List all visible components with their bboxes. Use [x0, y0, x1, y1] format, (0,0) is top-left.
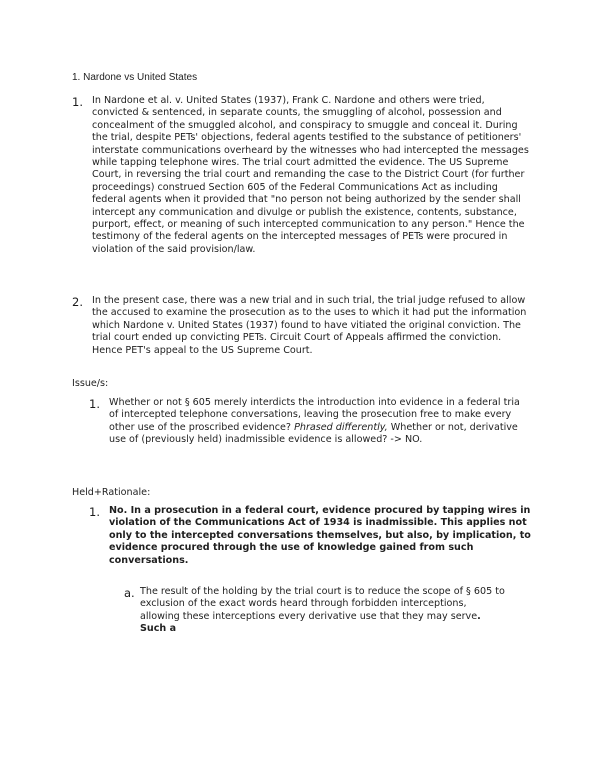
subitem-paragraph: [140, 586, 508, 636]
held-item-1: [89, 505, 532, 567]
list-number: 1.: [89, 505, 100, 519]
subitem-text: The result of the holding by the trial court is to reduce the scope of § 605 to exclusion of the exact words heard through forbidden interceptions, allowing these interceptions every derivative use that they may serve: [140, 586, 505, 622]
facts-item-1: [72, 95, 532, 256]
list-number: 1.: [72, 95, 83, 109]
facts-paragraph: In the present case, there was a new trial and in such trial, the trial judge refused to allow the accused to examine the prosecution as to the uses to which it had put the information which Nardone v. United States (1937) found to have vitiated the original conviction. The trial court ended up convicting PETs. Circuit Court of Appeals affirmed the conviction. Hence PET's appeal to the US Supreme Court.: [92, 295, 527, 356]
list-number: 2.: [72, 295, 83, 309]
case-title: 1. Nardone vs United States: [72, 72, 198, 83]
held-paragraph: No. In a prosecution in a federal court, evidence procured by tapping wires in violation of the Communications Act of 1934 is inadmissible. This applies not only to the intercepted conversations themselves, but also, by implication, to evidence procured through the use of knowledge gained from such conversations.: [109, 505, 531, 566]
subitem-text-bold: . Such a: [140, 610, 481, 635]
facts-paragraph: In Nardone et al. v. United States (1937), Frank C. Nardone and others were tried, convicted & sentenced, in separate counts, the smuggling of alcohol, possession and concealment of the smuggled alcohol, and conspiracy to smuggle and conceal it. During the trial, despite PETs' objections, federal agents testified to the substance of petitioners' interstate communications overheard by the witnesses who had intercepted the messages while tapping telephone wires. The trial court admitted the evidence. The US Supreme Court, in reversing the trial court and remanding the case to the District Court (for further proceedings) construed Section 605 of the Federal Communications Act as including federal agents when it provided that "no person not being authorized by the sender shall intercept any communication and divulge or publish the existence, contents, substance, purport, effect, or meaning of such intercepted communication to any person." Hence the testimony of the federal agents on the intercepted messages of PETs were procured in violation of the said provision/law.: [92, 95, 529, 255]
issue-item-1: [89, 397, 532, 447]
held-subitem-a: [124, 586, 532, 636]
issue-label: Issue/s:: [72, 378, 109, 389]
held-label: Held+Rationale:: [72, 487, 151, 498]
facts-item-2: [72, 295, 532, 357]
list-letter: a.: [124, 586, 135, 600]
issue-paragraph: [109, 397, 532, 447]
list-number: 1.: [89, 397, 100, 411]
issue-text-italic: Phrased differently,: [294, 421, 388, 433]
issue-text-a: Whether or not § 605 merely interdicts the introduction into evidence in a federal tria of intercepted telephone conversations, leaving the prosecution free to make every other use of the proscribed evidence?: [109, 397, 520, 433]
issue-text-b: Whether or not, derivative use of (previously held) inadmissible evidence is allowed? -> NO.: [109, 421, 518, 446]
